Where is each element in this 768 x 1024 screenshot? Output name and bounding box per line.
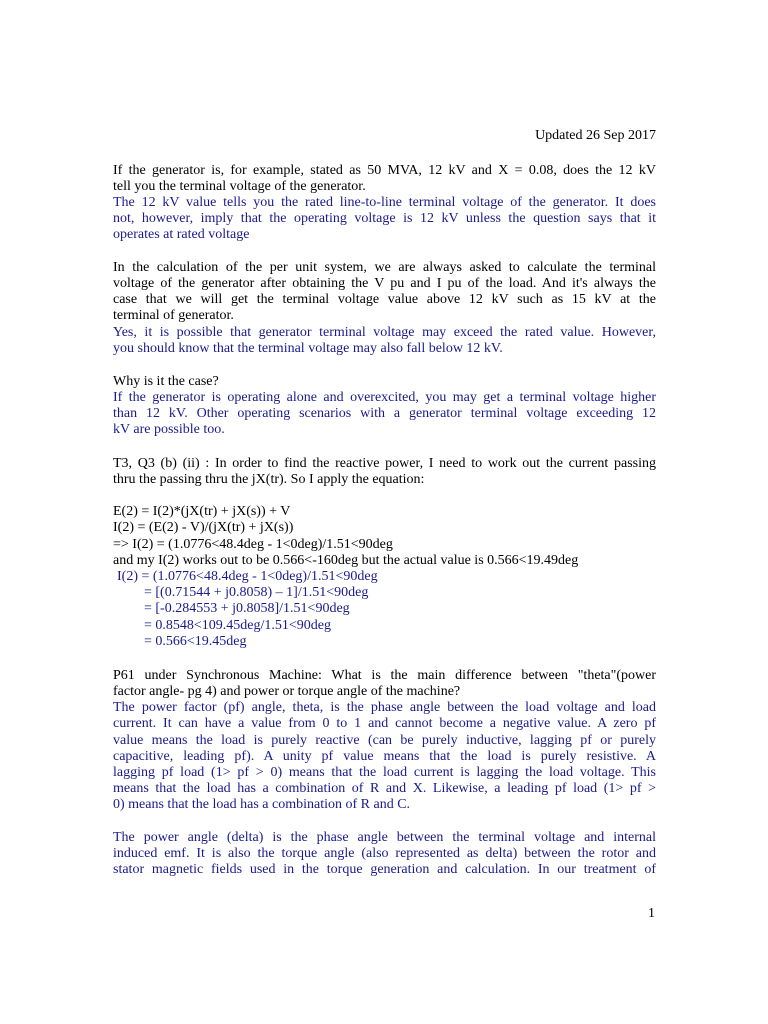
q4-answer-line: I(2) = (1.0776<48.4deg - 1<0deg)/1.51<90deg [117, 569, 378, 584]
q1-answer-line: operates at rated voltage [113, 227, 250, 242]
q2-question-line: voltage of the generator after obtaining the V pu and I pu of the load. And it's always the [113, 276, 656, 291]
q2-answer-line: Yes, it is possible that generator terminal voltage may exceed the rated value. However, [113, 325, 656, 340]
q4-answer-line: = [(0.71544 + j0.8058) – 1]/1.51<90deg [144, 585, 369, 600]
page-number: 1 [648, 906, 655, 921]
q2-answer-line: you should know that the terminal voltage may also fall below 12 kV. [113, 341, 503, 356]
q2-question-line: terminal of generator. [113, 308, 234, 323]
q5-answer-line: current. It can have a value from 0 to 1 and cannot become a negative value. A zero pf [113, 716, 656, 731]
q5-answer-line: value means the load is purely reactive (can be purely inductive, lagging pf or purely [113, 733, 656, 748]
q4-answer-line: = 0.566<19.45deg [144, 634, 247, 649]
q4-answer-line: = 0.8548<109.45deg/1.51<90deg [144, 618, 332, 633]
q4-equation-line: and my I(2) works out to be 0.566<-160deg but the actual value is 0.566<19.49deg [113, 553, 579, 568]
q4-equation-line: I(2) = (E(2) - V)/(jX(tr) + jX(s)) [113, 520, 294, 535]
q2-question-line: In the calculation of the per unit system, we are always asked to calculate the terminal [113, 260, 656, 275]
q4-equation-line: => I(2) = (1.0776<48.4deg - 1<0deg)/1.51<90deg [113, 537, 393, 552]
q2-question-line: case that we will get the terminal voltage value above 12 kV such as 15 kV at the [113, 292, 656, 307]
q5-question-line: factor angle- pg 4) and power or torque angle of the machine? [113, 684, 461, 699]
q3-answer-line: If the generator is operating alone and overexcited, you may get a terminal voltage higher [113, 390, 656, 405]
q4-question-line: T3, Q3 (b) (ii) : In order to find the reactive power, I need to work out the current passing [113, 456, 656, 471]
q3-answer-line: kV are possible too. [113, 422, 225, 437]
q4-answer-line: = [-0.284553 + j0.8058]/1.51<90deg [144, 601, 350, 616]
q1-answer-line: not, however, imply that the operating voltage is 12 kV unless the question says that it [113, 211, 656, 226]
q4-question-line: thru the passing thru the jX(tr). So I apply the equation: [113, 472, 425, 487]
q3-answer-line: than 12 kV. Other operating scenarios with a generator terminal voltage exceeding 12 [113, 406, 656, 421]
q5-answer2-line: The power angle (delta) is the phase angle between the terminal voltage and internal [113, 830, 656, 845]
q5-answer2-line: induced emf. It is also the torque angle (also represented as delta) between the rotor and [113, 846, 656, 861]
q3-question-line: Why is it the case? [113, 374, 219, 389]
q5-answer-line: capacitive, leading pf). A unity pf value means that the load is purely resistive. A [113, 749, 656, 764]
q1-answer-line: The 12 kV value tells you the rated line-to-line terminal voltage of the generator. It does [113, 195, 656, 210]
q4-equation-line: E(2) = I(2)*(jX(tr) + jX(s)) + V [113, 504, 291, 519]
updated-date: Updated 26 Sep 2017 [535, 128, 656, 143]
q1-question-line: tell you the terminal voltage of the generator. [113, 179, 366, 194]
q5-answer-line: lagging pf load (1> pf > 0) means that the load current is lagging the load voltage. This [113, 765, 656, 780]
q5-question-line: P61 under Synchronous Machine: What is the main difference between "theta"(power [113, 668, 656, 683]
q5-answer-line: means that the load has a combination of R and X. Likewise, a leading pf load (1> pf > [113, 781, 656, 796]
q5-answer2-line: stator magnetic fields used in the torque generation and calculation. In our treatment of [113, 862, 656, 877]
q5-answer-line: 0) means that the load has a combination of R and C. [113, 797, 411, 812]
q1-question-line: If the generator is, for example, stated as 50 MVA, 12 kV and X = 0.08, does the 12 kV [113, 163, 656, 178]
q5-answer-line: The power factor (pf) angle, theta, is the phase angle between the load voltage and load [113, 700, 656, 715]
